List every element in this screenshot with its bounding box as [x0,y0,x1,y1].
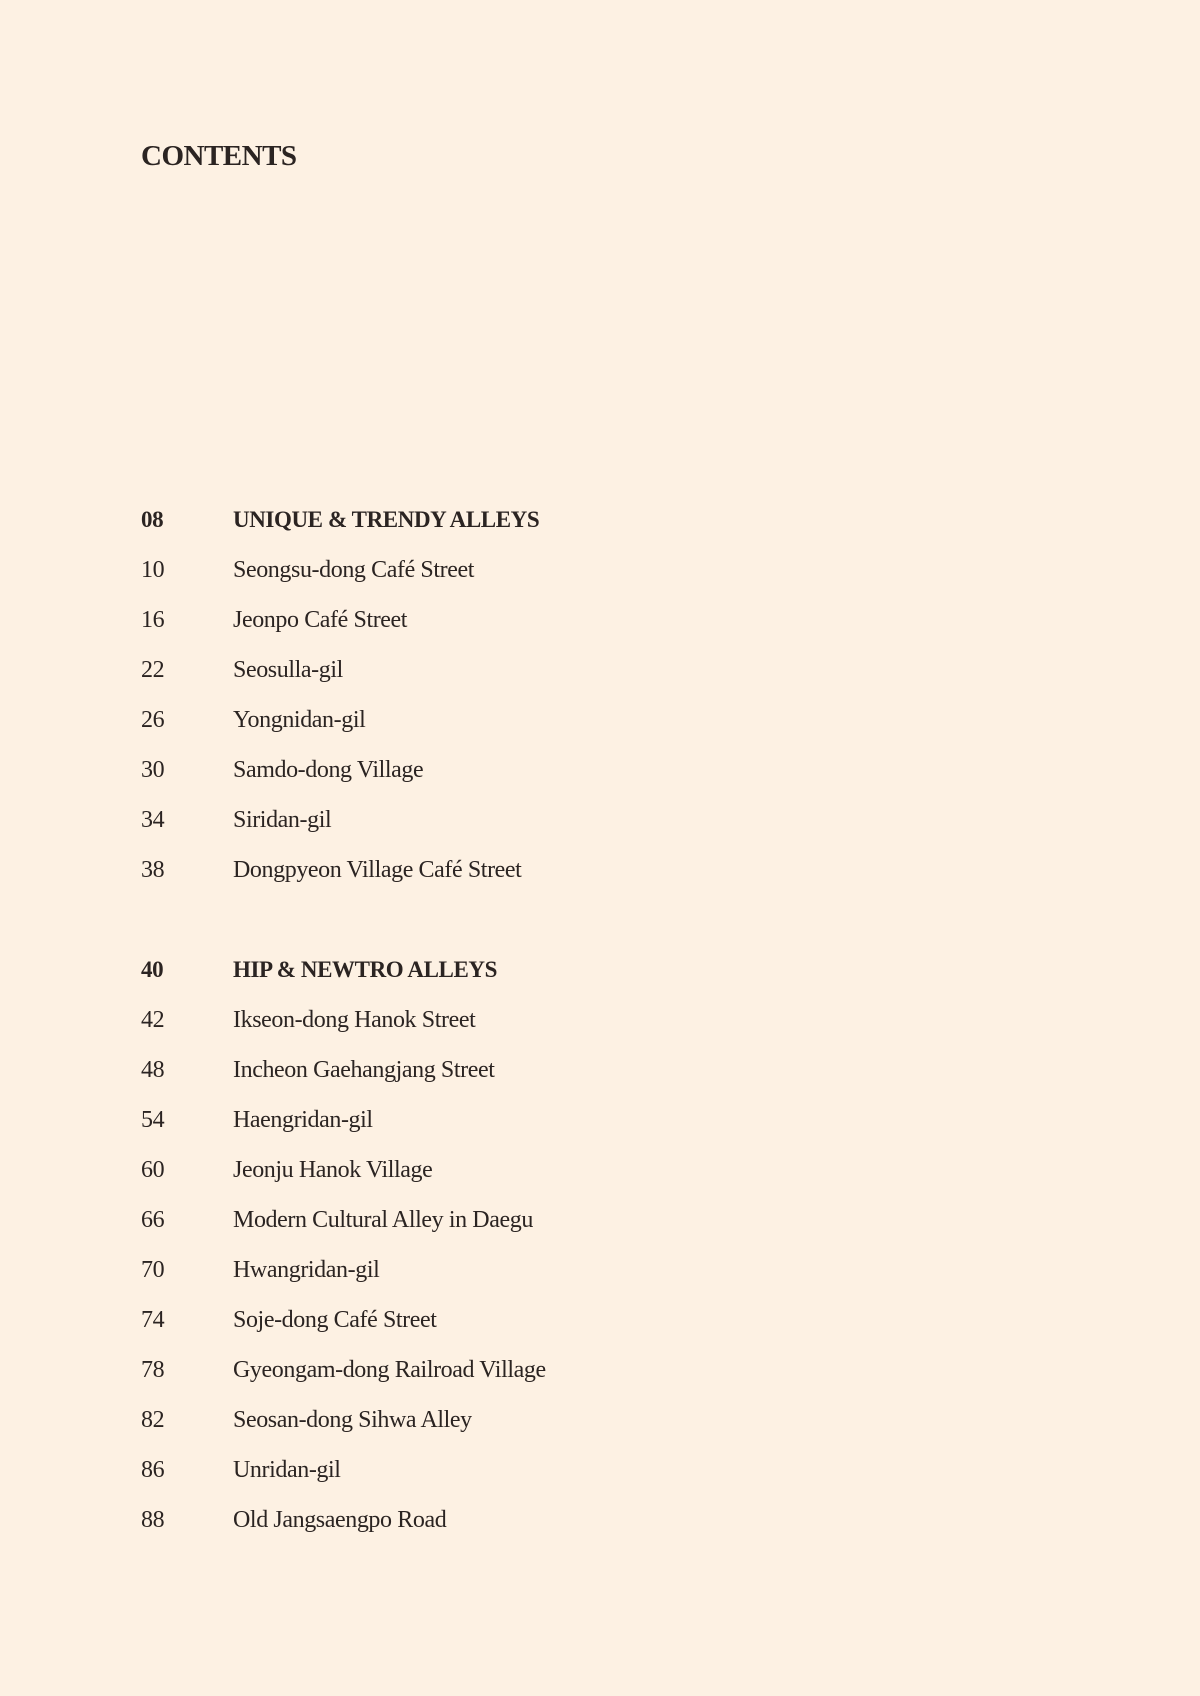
toc-page-number: 86 [141,1456,165,1483]
toc-entry-title: Jeonju Hanok Village [233,1156,433,1183]
toc-section-heading[interactable] [141,495,1041,545]
toc-entry[interactable] [141,1295,1041,1345]
toc-entry-title: Hwangridan-gil [233,1256,380,1283]
toc-entry[interactable] [141,795,1041,845]
toc-page-number: 78 [141,1356,165,1383]
toc-page-number: 30 [141,756,165,783]
toc-entry-title: Jeonpo Café Street [233,606,408,633]
toc-entry-title: Ikseon-dong Hanok Street [233,1006,476,1033]
toc-entry-title: Seosulla-gil [233,656,343,683]
toc-entry-title: Unridan-gil [233,1456,341,1483]
toc-entry-title: Dongpyeon Village Café Street [233,856,522,883]
toc-page-number: 26 [141,706,165,733]
toc-entry-title: Modern Cultural Alley in Daegu [233,1206,533,1233]
toc-entry[interactable] [141,1445,1041,1495]
toc-entry[interactable] [141,1195,1041,1245]
toc-entry-title: Seongsu-dong Café Street [233,556,475,583]
toc-page-number: 16 [141,606,165,633]
toc-entry[interactable] [141,1245,1041,1295]
page-title: CONTENTS [141,140,297,172]
toc-page-number: 40 [141,957,164,982]
toc-entry[interactable] [141,545,1041,595]
toc-entry-title: Seosan-dong Sihwa Alley [233,1406,472,1433]
toc-entry-title: Yongnidan-gil [233,706,366,733]
toc-page-number: 60 [141,1156,165,1183]
toc-page-number: 74 [141,1306,165,1333]
toc-page-number: 42 [141,1006,165,1033]
toc-section-hip-newtro [141,945,1041,1545]
toc-entry-title: Incheon Gaehangjang Street [233,1056,495,1083]
toc-page-number: 54 [141,1106,165,1133]
toc-page-number: 70 [141,1256,165,1283]
toc-page-number: 66 [141,1206,165,1233]
toc-entry[interactable] [141,1145,1041,1195]
toc-page-number: 22 [141,656,165,683]
toc-entry[interactable] [141,1345,1041,1395]
toc-entry-title: Samdo-dong Village [233,756,424,783]
toc-entry[interactable] [141,995,1041,1045]
toc-page-number: 38 [141,856,165,883]
toc-entry[interactable] [141,595,1041,645]
toc-section-title: UNIQUE & TRENDY ALLEYS [233,507,540,532]
toc-page-number: 10 [141,556,165,583]
toc-entry-title: Soje-dong Café Street [233,1306,437,1333]
table-of-contents [141,495,1041,1545]
toc-page-number: 82 [141,1406,165,1433]
toc-entry[interactable] [141,1495,1041,1545]
toc-entry[interactable] [141,1395,1041,1445]
toc-entry[interactable] [141,745,1041,795]
toc-entry-title: Old Jangsaengpo Road [233,1506,447,1533]
toc-entry[interactable] [141,645,1041,695]
toc-page-number: 88 [141,1506,165,1533]
toc-entry[interactable] [141,1095,1041,1145]
toc-entry-title: Gyeongam-dong Railroad Village [233,1356,546,1383]
toc-entry-title: Siridan-gil [233,806,332,833]
toc-section-heading[interactable] [141,945,1041,995]
toc-entry[interactable] [141,845,1041,895]
toc-section-title: HIP & NEWTRO ALLEYS [233,957,497,982]
toc-page-number: 34 [141,806,165,833]
toc-section-unique-trendy [141,495,1041,895]
toc-entry[interactable] [141,695,1041,745]
toc-page-number: 08 [141,507,164,532]
toc-page-number: 48 [141,1056,165,1083]
toc-entry[interactable] [141,1045,1041,1095]
toc-entry-title: Haengridan-gil [233,1106,373,1133]
